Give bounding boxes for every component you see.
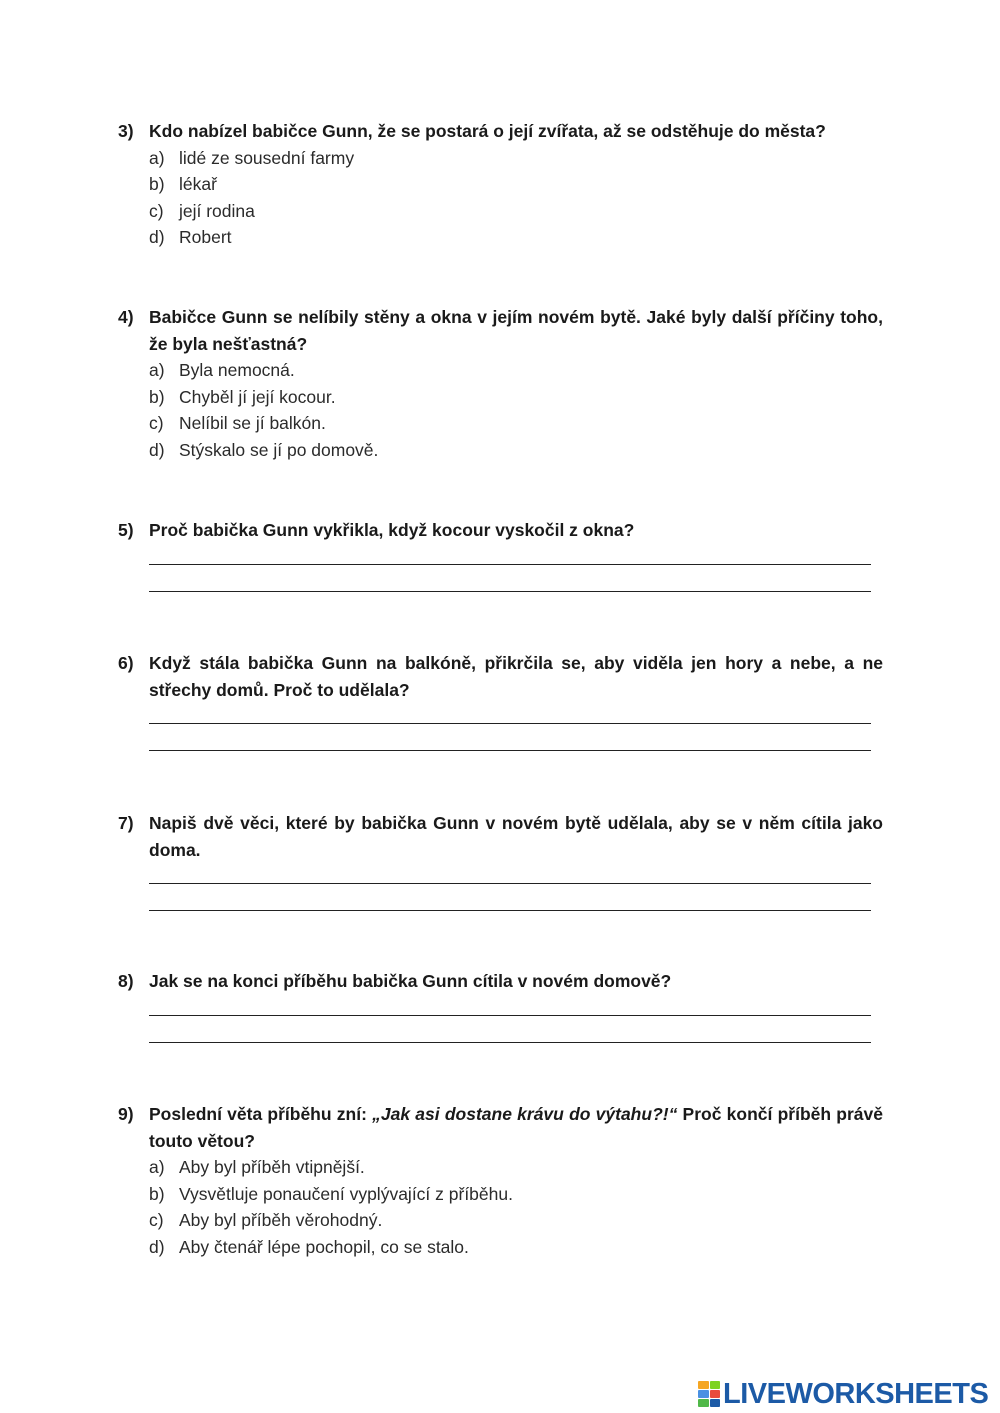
option-b[interactable] [118, 171, 883, 198]
question-number: 4) [118, 307, 134, 327]
option-text: Aby byl příběh věrohodný. [179, 1210, 383, 1231]
question-5 [118, 517, 883, 592]
question-number: 7) [118, 813, 134, 833]
option-letter: c) [149, 1210, 164, 1231]
option-text: Nelíbil se jí balkón. [179, 413, 326, 434]
option-text: Stýskalo se jí po domově. [179, 439, 379, 460]
question-8 [118, 968, 883, 1043]
option-d[interactable] [118, 437, 883, 464]
question-text: Jak se na konci příběhu babička Gunn cítila v novém domově? [149, 971, 672, 991]
option-text: Aby čtenář lépe pochopil, co se stalo. [179, 1236, 469, 1257]
question-text: Proč babička Gunn vykřikla, když kocour vyskočil z okna? [149, 520, 635, 540]
liveworksheets-logo-icon [698, 1381, 720, 1407]
answer-line[interactable] [149, 724, 871, 751]
question-text-after: Proč končí příběh právě touto větou? [149, 1104, 883, 1151]
question-9 [118, 1101, 883, 1260]
option-letter: a) [149, 147, 165, 168]
option-c[interactable] [118, 1207, 883, 1234]
question-number: 9) [118, 1104, 134, 1124]
question-text: Kdo nabízel babičce Gunn, že se postará o její zvířata, až se odstěhuje do města? [149, 121, 826, 141]
question-text: Napiš dvě věci, které by babička Gunn v novém bytě udělala, aby se v něm cítila jako doma. [149, 813, 883, 860]
question-text: Babičce Gunn se nelíbily stěny a okna v jejím novém bytě. Jaké byly další příčiny toho, že byla nešťastná? [149, 307, 883, 354]
option-letter: b) [149, 1183, 165, 1204]
option-text: Chyběl jí její kocour. [179, 386, 336, 407]
answer-line[interactable] [149, 703, 871, 724]
question-text-before: Poslední věta příběhu zní: [149, 1104, 373, 1124]
question-number: 6) [118, 653, 134, 673]
answer-line[interactable] [149, 544, 871, 565]
option-text: Byla nemocná. [179, 360, 295, 380]
option-letter: d) [149, 227, 165, 248]
liveworksheets-logo [698, 1378, 988, 1410]
logo-text: LIVEWORKSHEETS [723, 1377, 989, 1410]
option-text: Vysvětluje ponaučení vyplývající z příběhu. [179, 1183, 513, 1204]
option-b[interactable] [118, 384, 883, 411]
question-4 [118, 304, 883, 463]
option-text: její rodina [179, 200, 255, 221]
question-7 [118, 810, 883, 911]
question-quote: „Jak asi dostane krávu do výtahu?!“ [372, 1104, 678, 1124]
option-a[interactable] [118, 357, 883, 384]
option-letter: c) [149, 200, 164, 221]
option-letter: a) [149, 1157, 165, 1177]
option-c[interactable] [118, 410, 883, 437]
question-3 [118, 118, 883, 251]
option-b[interactable] [118, 1181, 883, 1208]
option-letter: b) [149, 174, 165, 195]
option-a[interactable] [118, 145, 883, 172]
answer-line[interactable] [149, 884, 871, 911]
question-number: 8) [118, 971, 134, 991]
question-text: Když stála babička Gunn na balkóně, přikrčila se, aby viděla jen hory a nebe, a ne střechy domů. Proč to udělala? [149, 653, 883, 700]
answer-line[interactable] [149, 565, 871, 592]
question-text [149, 1101, 883, 1154]
answer-options [118, 1154, 883, 1260]
answer-options [118, 357, 883, 463]
option-text: Aby byl příběh vtipnější. [179, 1157, 365, 1177]
answer-line[interactable] [149, 995, 871, 1016]
answer-line[interactable] [149, 863, 871, 884]
option-c[interactable] [118, 198, 883, 225]
answer-line[interactable] [149, 1016, 871, 1043]
question-6 [118, 650, 883, 751]
option-letter: d) [149, 439, 165, 460]
option-d[interactable] [118, 224, 883, 251]
option-letter: a) [149, 360, 165, 380]
answer-options [118, 145, 883, 251]
option-letter: c) [149, 413, 164, 434]
question-number: 3) [118, 121, 134, 141]
option-text: lékař [179, 174, 217, 195]
option-text: Robert [179, 227, 232, 248]
option-d[interactable] [118, 1234, 883, 1261]
option-text: lidé ze sousední farmy [179, 147, 355, 168]
option-a[interactable] [118, 1154, 883, 1181]
question-number: 5) [118, 520, 134, 540]
option-letter: b) [149, 386, 165, 407]
option-letter: d) [149, 1236, 165, 1257]
